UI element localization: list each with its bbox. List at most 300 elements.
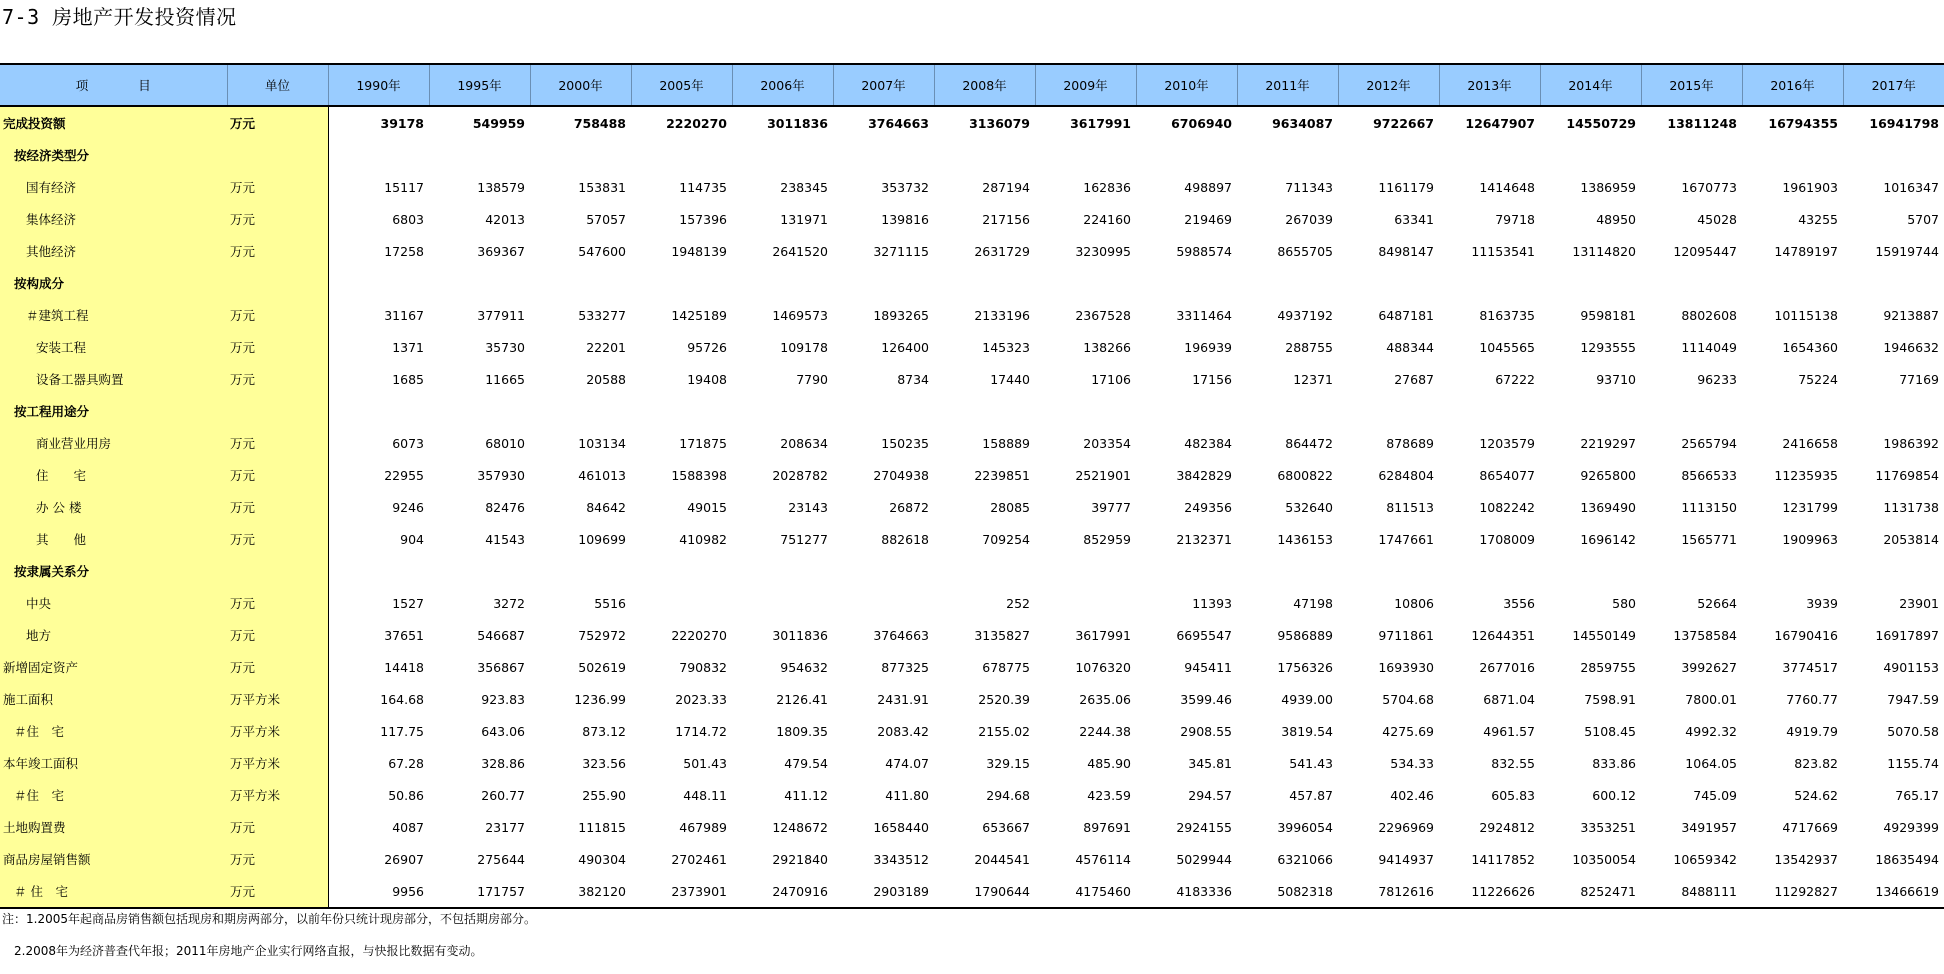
table-cell: 260.77 [481,787,525,803]
table-cell: 17440 [990,371,1030,387]
table-row [0,747,1944,779]
table-cell: 3011836 [767,115,828,131]
row-unit: 万元 [227,427,328,459]
table-cell: 13542937 [1774,851,1838,867]
table-cell [631,555,732,587]
table-cell [631,267,732,299]
table-cell: 5516 [594,595,626,611]
table-cell: 13466619 [1843,875,1944,908]
table-cell [1843,267,1944,299]
table-row [0,843,1944,875]
table-cell: 6871.04 [1483,691,1535,707]
data-table [0,63,1944,909]
table-cell: 6073 [392,435,424,451]
table-cell: 2132371 [1176,531,1232,547]
table-cell [1843,555,1944,587]
table-cell [1136,139,1237,171]
row-label: 本年竣工面积 [0,747,227,779]
table-cell: 1708009 [1479,531,1535,547]
table-cell: 1714.72 [675,723,727,739]
column-header-year: 2017年 [1843,64,1944,106]
table-cell: 600.12 [1592,787,1636,803]
table-cell [1540,139,1641,171]
table-cell: 164.68 [380,691,424,707]
table-cell: 1386959 [1580,179,1636,195]
table-cell: 3230995 [1075,243,1131,259]
table-cell: 3135827 [974,627,1030,643]
table-cell: 17156 [1192,371,1232,387]
table-cell: 5082318 [1237,875,1338,908]
table-cell: 329.15 [986,755,1030,771]
table-cell: 328.86 [481,755,525,771]
table-cell: 5029944 [1176,851,1232,867]
column-header-year: 2013年 [1439,64,1540,106]
table-cell: 1436153 [1277,531,1333,547]
table-cell: 196939 [1184,339,1232,355]
row-label: ＃建筑工程 [0,299,227,331]
table-cell: 5707 [1907,211,1939,227]
row-label: 国有经济 [0,171,227,203]
table-cell: 41543 [485,531,525,547]
table-cell: 3353251 [1580,819,1636,835]
table-row [0,523,1944,555]
table-cell: 1527 [392,595,424,611]
row-unit: 万元 [227,459,328,491]
column-header-year: 2005年 [631,64,732,106]
table-cell [1136,395,1237,427]
table-cell: 3556 [1503,595,1535,611]
table-row [0,363,1944,395]
row-unit [227,139,328,171]
table-cell: 923.83 [481,691,525,707]
row-unit: 万元 [227,235,328,267]
table-cell: 2677016 [1479,659,1535,675]
row-label: 新增固定资产 [0,651,227,683]
table-cell: 11393 [1192,595,1232,611]
table-cell: 9956 [328,875,429,908]
table-cell: 954632 [780,659,828,675]
table-cell: 294.68 [986,787,1030,803]
column-header-year: 2000年 [530,64,631,106]
table-cell [631,139,732,171]
table-cell: 93710 [1596,371,1636,387]
table-cell: 605.83 [1491,787,1535,803]
column-header-year: 2016年 [1742,64,1843,106]
table-cell: 2296969 [1378,819,1434,835]
table-cell: 2220270 [666,115,727,131]
table-cell: 10659342 [1673,851,1737,867]
table-row [0,235,1944,267]
table-cell: 288755 [1285,339,1333,355]
table-row [0,299,1944,331]
table-cell: 2565794 [1681,435,1737,451]
table-cell: 11153541 [1471,243,1535,259]
table-cell: 6284804 [1378,467,1434,483]
table-cell: 219469 [1184,211,1232,227]
column-header-year: 1990年 [328,64,429,106]
footnote-1: 注：1.2005年起商品房销售额包括现房和期房两部分，以前年份只统计现房部分，不包括期房部分。 [2,912,536,926]
table-cell: 158889 [982,435,1030,451]
table-cell: 1248672 [772,819,828,835]
table-cell: 1948139 [671,243,727,259]
table-cell: 8734 [897,371,929,387]
column-header-year: 2010年 [1136,64,1237,106]
table-cell: 323.56 [582,755,626,771]
row-unit: 万平方米 [227,779,328,811]
table-cell: 2470916 [732,875,833,908]
table-row [0,203,1944,235]
row-label: 商品房屋销售额 [0,843,227,875]
table-cell: 547600 [578,243,626,259]
table-cell: 1565771 [1681,531,1737,547]
table-cell: 9265800 [1580,467,1636,483]
table-cell: 1946632 [1883,339,1939,355]
table-cell: 4919.79 [1786,723,1838,739]
table-cell: 14550149 [1572,627,1636,643]
table-cell: 1155.74 [1887,755,1939,771]
table-cell: 823.82 [1794,755,1838,771]
table-cell: 126400 [881,339,929,355]
row-unit: 万元 [227,619,328,651]
table-cell: 47198 [1293,595,1333,611]
table-cell [1237,555,1338,587]
table-cell [1641,267,1742,299]
table-cell: 864472 [1285,435,1333,451]
table-cell: 411.80 [885,787,929,803]
table-cell [631,395,732,427]
table-cell: 1670773 [1681,179,1737,195]
table-cell [530,395,631,427]
table-cell: 49015 [687,499,727,515]
table-cell: 369367 [477,243,525,259]
table-cell [1641,555,1742,587]
table-cell: 423.59 [1087,787,1131,803]
table-cell: 711343 [1285,179,1333,195]
table-cell: 3136079 [969,115,1030,131]
table-cell: 1371 [392,339,424,355]
table-cell: 833.86 [1592,755,1636,771]
table-cell: 3011836 [772,627,828,643]
row-unit: 万元 [227,587,328,619]
table-cell: 4929399 [1883,819,1939,835]
table-cell: 1658440 [873,819,929,835]
table-cell [1439,395,1540,427]
table-cell: 42013 [485,211,525,227]
table-cell: 461013 [578,467,626,483]
table-cell: 474.07 [885,755,929,771]
column-header-year: 2011年 [1237,64,1338,106]
table-cell: 11769854 [1875,467,1939,483]
table-cell [1439,267,1540,299]
table-cell: 145323 [982,339,1030,355]
table-cell: 23143 [788,499,828,515]
table-cell [1540,395,1641,427]
table-cell [1439,555,1540,587]
table-cell [1742,555,1843,587]
table-cell: 57057 [586,211,626,227]
table-cell: 2053814 [1883,531,1939,547]
table-cell: 12371 [1293,371,1333,387]
table-cell: 1790644 [934,875,1035,908]
table-cell: 1693930 [1378,659,1434,675]
table-cell: 1045565 [1479,339,1535,355]
table-cell [1035,555,1136,587]
table-cell: 532640 [1285,499,1333,515]
table-cell [1742,267,1843,299]
table-cell: 546687 [477,627,525,643]
table-cell: 9213887 [1883,307,1939,323]
table-cell: 8802608 [1681,307,1737,323]
column-header-year: 2006年 [732,64,833,106]
table-cell: 2367528 [1075,307,1131,323]
table-cell: 2028782 [772,467,828,483]
table-cell: 16917897 [1875,627,1939,643]
table-cell: 3343512 [873,851,929,867]
table-cell [1338,555,1439,587]
row-unit [227,555,328,587]
table-cell: 9246 [392,499,424,515]
table-cell: 2520.39 [978,691,1030,707]
table-cell: 6695547 [1176,627,1232,643]
table-cell: 498897 [1184,179,1232,195]
table-cell: 9586889 [1277,627,1333,643]
table-cell: 12647907 [1465,115,1535,131]
table-row [0,106,1944,139]
table-cell: 4937192 [1277,307,1333,323]
table-cell: 19408 [687,371,727,387]
table-row [0,779,1944,811]
table-cell: 6321066 [1277,851,1333,867]
table-cell [328,267,429,299]
table-cell: 162836 [1083,179,1131,195]
table-cell: 5704.68 [1382,691,1434,707]
table-cell: 3819.54 [1281,723,1333,739]
row-unit: 万平方米 [227,683,328,715]
table-cell [1035,139,1136,171]
table-cell: 2244.38 [1079,723,1131,739]
table-cell: 2704938 [873,467,929,483]
table-cell: 6706940 [1171,115,1232,131]
column-header-unit: 单位 [227,64,328,106]
row-label: 按工程用途分 [0,395,227,427]
table-header-row [0,64,1944,106]
table-row [0,555,1944,587]
table-cell: 678775 [982,659,1030,675]
table-cell: 1369490 [1580,499,1636,515]
table-cell: 3491957 [1681,819,1737,835]
table-cell: 7800.01 [1685,691,1737,707]
table-cell: 14117852 [1471,851,1535,867]
table-cell [1237,267,1338,299]
table-cell: 171875 [679,435,727,451]
column-header-year: 2007年 [833,64,934,106]
table-cell: 2521901 [1075,467,1131,483]
table-cell: 109178 [780,339,828,355]
table-cell: 7812616 [1338,875,1439,908]
table-cell: 1809.35 [776,723,828,739]
table-cell [631,587,732,619]
table-cell [732,139,833,171]
table-cell: 2023.33 [675,691,727,707]
table-cell: 28085 [990,499,1030,515]
table-cell: 67.28 [388,755,424,771]
table-cell: 377911 [477,307,525,323]
table-cell: 75224 [1798,371,1838,387]
table-cell: 17106 [1091,371,1131,387]
table-cell: 12644351 [1471,627,1535,643]
table-cell: 758488 [573,115,626,131]
table-cell [530,139,631,171]
table-row [0,267,1944,299]
table-cell: 1082242 [1479,499,1535,515]
table-cell: 2702461 [671,851,727,867]
table-cell: 84642 [586,499,626,515]
table-cell: 5108.45 [1584,723,1636,739]
row-label: 集体经济 [0,203,227,235]
row-unit: 万元 [227,811,328,843]
column-header-year: 1995年 [429,64,530,106]
table-cell: 2924812 [1479,819,1535,835]
table-cell: 22201 [586,339,626,355]
table-cell: 549959 [472,115,525,131]
table-cell: 7760.77 [1786,691,1838,707]
table-cell: 4175460 [1035,875,1136,908]
table-cell: 15117 [384,179,424,195]
table-cell: 9598181 [1580,307,1636,323]
table-cell [1439,139,1540,171]
table-cell: 1131738 [1883,499,1939,515]
table-cell: 17258 [384,243,424,259]
row-label: 完成投资额 [0,106,227,139]
table-cell: 14418 [384,659,424,675]
table-cell: 811513 [1386,499,1434,515]
table-cell [833,555,934,587]
table-cell: 873.12 [582,723,626,739]
table-cell: 2219297 [1580,435,1636,451]
table-row [0,427,1944,459]
table-cell: 16794355 [1768,115,1838,131]
table-cell: 27687 [1394,371,1434,387]
table-cell: 138266 [1083,339,1131,355]
table-cell: 485.90 [1087,755,1131,771]
table-cell: 580 [1612,595,1636,611]
row-label: 其 他 [0,523,227,555]
table-cell: 16941798 [1869,115,1939,131]
table-cell: 82476 [485,499,525,515]
row-unit: 万元 [227,106,328,139]
table-row [0,139,1944,171]
table-cell [833,587,934,619]
table-cell [934,555,1035,587]
table-cell: 904 [400,531,424,547]
table-cell: 356867 [477,659,525,675]
table-cell: 1293555 [1580,339,1636,355]
table-cell: 2635.06 [1079,691,1131,707]
table-cell: 79718 [1495,211,1535,227]
table-cell: 533277 [578,307,626,323]
table-cell [328,395,429,427]
table-cell: 1893265 [873,307,929,323]
table-cell [1338,139,1439,171]
table-cell: 410982 [679,531,727,547]
table-cell: 1425189 [671,307,727,323]
table-cell: 11665 [485,371,525,387]
table-cell: 39178 [380,115,424,131]
table-cell: 224160 [1083,211,1131,227]
table-cell: 3617991 [1070,115,1131,131]
row-label: 商业营业用房 [0,427,227,459]
page-title: 7-3 房地产开发投资情况 [2,5,237,29]
table-cell [1136,555,1237,587]
row-unit: 万元 [227,875,328,908]
table-cell: 11292827 [1742,875,1843,908]
table-cell: 402.46 [1390,787,1434,803]
table-cell: 22955 [384,467,424,483]
table-cell: 14789197 [1774,243,1838,259]
table-cell [1843,139,1944,171]
table-cell: 1114049 [1681,339,1737,355]
table-cell: 2133196 [974,307,1030,323]
table-cell: 63341 [1394,211,1434,227]
table-cell: 4183336 [1136,875,1237,908]
column-header-year: 2014年 [1540,64,1641,106]
table-cell: 1236.99 [574,691,626,707]
table-cell: 3774517 [1782,659,1838,675]
table-cell: 382120 [530,875,631,908]
table-cell [328,555,429,587]
column-header-year: 2012年 [1338,64,1439,106]
column-header-item: 项 目 [0,64,227,106]
table-cell [429,267,530,299]
table-cell: 3939 [1806,595,1838,611]
table-cell: 752972 [578,627,626,643]
row-label: 土地购置费 [0,811,227,843]
table-cell: 131971 [780,211,828,227]
table-cell: 252 [1006,595,1030,611]
row-label: 安装工程 [0,331,227,363]
table-cell: 3311464 [1176,307,1232,323]
table-cell: 2921840 [772,851,828,867]
table-cell: 2431.91 [877,691,929,707]
table-cell: 1203579 [1479,435,1535,451]
column-header-year: 2008年 [934,64,1035,106]
table-cell [732,555,833,587]
table-cell: 5070.58 [1887,723,1939,739]
table-cell: 8163735 [1479,307,1535,323]
row-label: 其他经济 [0,235,227,267]
table-cell: 479.54 [784,755,828,771]
table-cell: 1986392 [1883,435,1939,451]
table-cell: 1113150 [1681,499,1737,515]
table-cell: 8654077 [1479,467,1535,483]
table-cell [1641,395,1742,427]
table-cell: 3599.46 [1180,691,1232,707]
table-cell [1742,395,1843,427]
table-cell [1237,139,1338,171]
table-cell: 3764663 [873,627,929,643]
table-cell: 8655705 [1277,243,1333,259]
row-label: 设备工器具购置 [0,363,227,395]
table-cell: 745.09 [1693,787,1737,803]
table-cell: 1756326 [1277,659,1333,675]
table-cell: 139816 [881,211,929,227]
table-cell: 448.11 [683,787,727,803]
table-cell: 2155.02 [978,723,1030,739]
table-cell: 2083.42 [877,723,929,739]
table-cell: 8488111 [1641,875,1742,908]
row-label: 住 宅 [0,459,227,491]
table-cell [732,267,833,299]
